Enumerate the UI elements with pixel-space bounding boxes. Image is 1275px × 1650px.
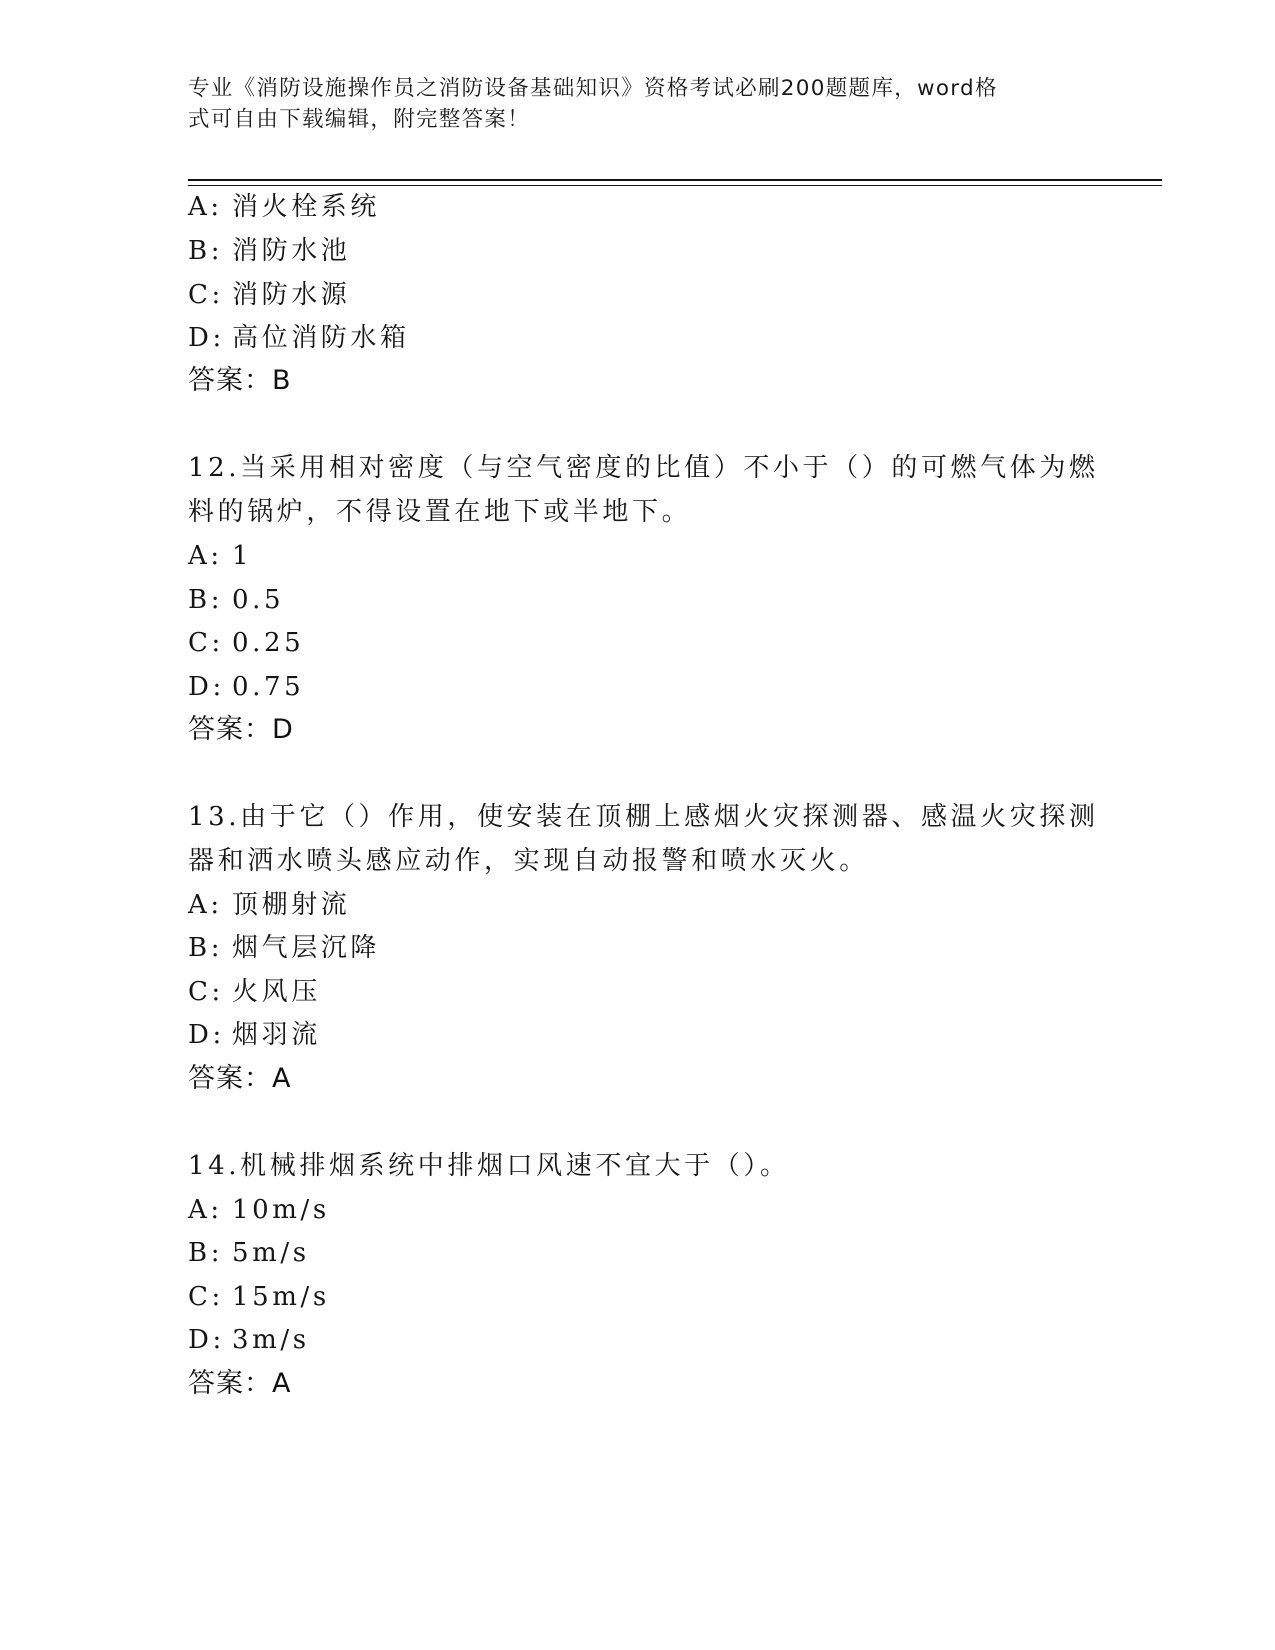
header-divider-thick (188, 179, 1162, 181)
document-header (188, 73, 1068, 135)
option-text: 0.75 (232, 672, 305, 702)
option-row (188, 583, 284, 617)
question-text-line-1: 13.由于它（）作用，使安装在顶棚上感烟火灾探测器、感温火灾探测 (188, 802, 1099, 832)
option-text: 消火栓系统 (232, 192, 381, 222)
option-row (188, 888, 350, 922)
option-label: D: (188, 323, 225, 353)
option-text: 消防水源 (232, 280, 351, 310)
option-row (188, 1323, 310, 1357)
question-text-line-2: 器和洒水喷头感应动作，实现自动报警和喷水灭火。 (188, 846, 869, 876)
option-label: C: (188, 280, 224, 310)
answer-line: 答案：A (188, 1063, 292, 1094)
option-text: 3m/s (232, 1325, 310, 1355)
option-label: B: (188, 585, 224, 615)
header-line-1: 专业《消防设施操作员之消防设备基础知识》资格考试必刷200题题库，word格 (188, 76, 998, 101)
option-row (188, 1236, 310, 1270)
option-label: D: (188, 672, 225, 702)
option-row (188, 190, 380, 224)
option-text: 消防水池 (232, 236, 351, 266)
option-row (188, 278, 350, 312)
option-row (188, 321, 410, 355)
option-text: 高位消防水箱 (232, 323, 410, 353)
option-text: 15m/s (232, 1282, 330, 1312)
header-divider-thin (188, 185, 1162, 186)
answer-line: 答案：B (188, 365, 292, 396)
option-label: C: (188, 628, 224, 658)
question-text-line-2: 料的锅炉，不得设置在地下或半地下。 (188, 497, 692, 527)
option-row (188, 931, 380, 965)
option-row (188, 539, 252, 573)
option-text: 0.25 (232, 628, 305, 658)
option-label: A: (188, 890, 223, 920)
option-text: 火风压 (232, 977, 321, 1007)
option-row (188, 975, 321, 1009)
option-text: 0.5 (232, 585, 285, 615)
question-text-line-1: 12.当采用相对密度（与空气密度的比值）不小于（）的可燃气体为燃 (188, 453, 1099, 483)
option-text: 10m/s (232, 1195, 330, 1225)
header-line-2: 式可自由下载编辑，附完整答案！ (188, 107, 531, 132)
option-label: B: (188, 236, 224, 266)
option-label: C: (188, 977, 224, 1007)
option-label: B: (188, 1238, 224, 1268)
option-row (188, 670, 304, 704)
option-text: 烟羽流 (232, 1020, 321, 1050)
option-row (188, 234, 350, 268)
option-label: A: (188, 1195, 223, 1225)
option-label: B: (188, 933, 224, 963)
question-text-line-1: 14.机械排烟系统中排烟口风速不宜大于（）。 (188, 1151, 790, 1181)
option-text: 5m/s (232, 1238, 310, 1268)
option-label: A: (188, 192, 223, 222)
option-row (188, 1280, 330, 1314)
option-text: 1 (232, 541, 253, 571)
option-label: C: (188, 1282, 224, 1312)
option-row (188, 626, 304, 660)
option-label: D: (188, 1325, 225, 1355)
option-row (188, 1193, 330, 1227)
option-text: 顶棚射流 (232, 890, 351, 920)
answer-line: 答案：A (188, 1368, 292, 1399)
option-text: 烟气层沉降 (232, 933, 381, 963)
option-label: D: (188, 1020, 225, 1050)
option-label: A: (188, 541, 223, 571)
option-row (188, 1018, 321, 1052)
answer-line: 答案：D (188, 714, 294, 745)
